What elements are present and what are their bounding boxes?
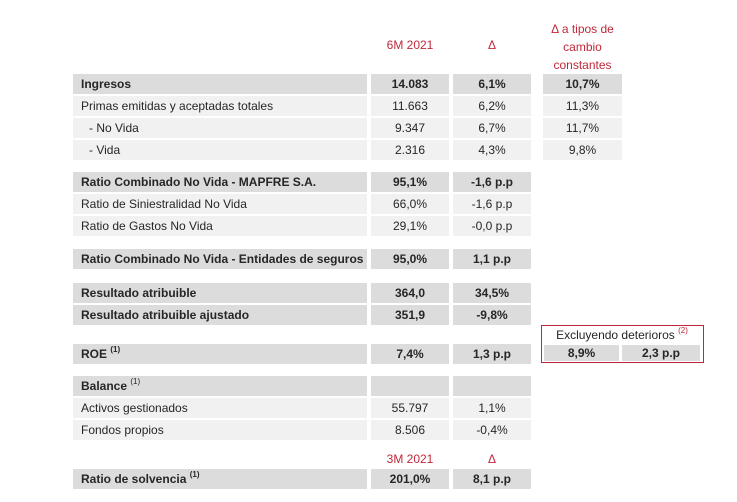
row-resultado-v2: 34,5% [453, 283, 531, 303]
row-balance-v1-blank [371, 376, 449, 396]
header-delta: Δ [487, 38, 496, 52]
row-primas-v2: 6,2% [453, 96, 531, 116]
excluding-impairments-box [541, 325, 704, 363]
row-siniestralidad-label: Ratio de Siniestralidad No Vida [73, 194, 367, 214]
row-ratio-entidades-v1: 95,0% [371, 249, 449, 269]
excluding-impairments-title [542, 328, 702, 342]
row-solvencia-footnote: (1) [189, 470, 200, 479]
row-gastos-label: Ratio de Gastos No Vida [73, 216, 367, 236]
row-resultado-ajustado-label: Resultado atribuible ajustado [73, 305, 367, 325]
row-gastos-v1: 29,1% [371, 216, 449, 236]
row-vida-label: - Vida [73, 140, 367, 160]
row-roe-text: ROE [81, 347, 108, 361]
header-delta-constant-fx-line2: cambio [563, 40, 602, 54]
row-fondos-v1: 8.506 [371, 420, 449, 440]
row-fondos-v2: -0,4% [453, 420, 531, 440]
header-delta-constant-fx [540, 20, 625, 74]
row-primas-v3: 11,3% [543, 96, 622, 116]
row-ingresos-label: Ingresos [73, 74, 367, 94]
row-ratio-combinado-label: Ratio Combinado No Vida - MAPFRE S.A. [73, 172, 367, 192]
row-solvencia-label [73, 469, 367, 489]
row-roe-v2: 1,3 p.p [453, 344, 531, 364]
row-ratio-entidades-v2: 1,1 p.p [453, 249, 531, 269]
row-novida-v3: 11,7% [543, 118, 622, 138]
header-3m-2021: 3M 2021 [386, 452, 434, 466]
excluding-impairments-text: Excluyendo deterioros [556, 328, 675, 342]
row-activos-v1: 55.797 [371, 398, 449, 418]
row-novida-v1: 9.347 [371, 118, 449, 138]
row-roe-footnote: (1) [110, 345, 121, 354]
excluding-impairments-v2: 2,3 p.p [622, 345, 700, 361]
row-balance-text: Balance [81, 379, 128, 393]
row-vida-v2: 4,3% [453, 140, 531, 160]
row-resultado-v1: 364,0 [371, 283, 449, 303]
row-resultado-ajustado-v2: -9,8% [453, 305, 531, 325]
row-activos-v2: 1,1% [453, 398, 531, 418]
row-balance-v2-blank [453, 376, 531, 396]
header-delta-constant-fx-line3: constantes [553, 58, 612, 72]
row-siniestralidad-v2: -1,6 p.p [453, 194, 531, 214]
row-ratio-entidades-label: Ratio Combinado No Vida - Entidades de seguros [73, 249, 367, 269]
row-novida-label: - No Vida [73, 118, 367, 138]
row-solvencia-v2: 8,1 p.p [453, 469, 531, 489]
row-primas-v1: 11.663 [371, 96, 449, 116]
row-vida-v1: 2.316 [371, 140, 449, 160]
row-ingresos-v1: 14.083 [371, 74, 449, 94]
row-balance-label [73, 376, 367, 396]
row-ingresos-v2: 6,1% [453, 74, 531, 94]
row-activos-label: Activos gestionados [73, 398, 367, 418]
row-vida-v3: 9,8% [543, 140, 622, 160]
row-ingresos-v3: 10,7% [543, 74, 622, 94]
excluding-impairments-footnote: (2) [678, 326, 688, 335]
row-resultado-label: Resultado atribuible [73, 283, 367, 303]
row-ratio-combinado-v2: -1,6 p.p [453, 172, 531, 192]
row-solvencia-text: Ratio de solvencia [81, 472, 187, 486]
row-primas-label: Primas emitidas y aceptadas totales [73, 96, 367, 116]
row-resultado-ajustado-v1: 351,9 [371, 305, 449, 325]
excluding-impairments-v1: 8,9% [544, 345, 619, 361]
row-gastos-v2: -0,0 p.p [453, 216, 531, 236]
row-ratio-combinado-v1: 95,1% [371, 172, 449, 192]
row-novida-v2: 6,7% [453, 118, 531, 138]
row-roe-label [73, 344, 367, 364]
header-delta-3m: Δ [487, 452, 496, 466]
header-delta-constant-fx-line1: Δ a tipos de [551, 22, 614, 36]
row-balance-footnote: (1) [130, 377, 141, 386]
row-solvencia-v1: 201,0% [371, 469, 449, 489]
row-roe-v1: 7,4% [371, 344, 449, 364]
header-6m-2021: 6M 2021 [386, 38, 434, 52]
row-siniestralidad-v1: 66,0% [371, 194, 449, 214]
row-fondos-label: Fondos propios [73, 420, 367, 440]
